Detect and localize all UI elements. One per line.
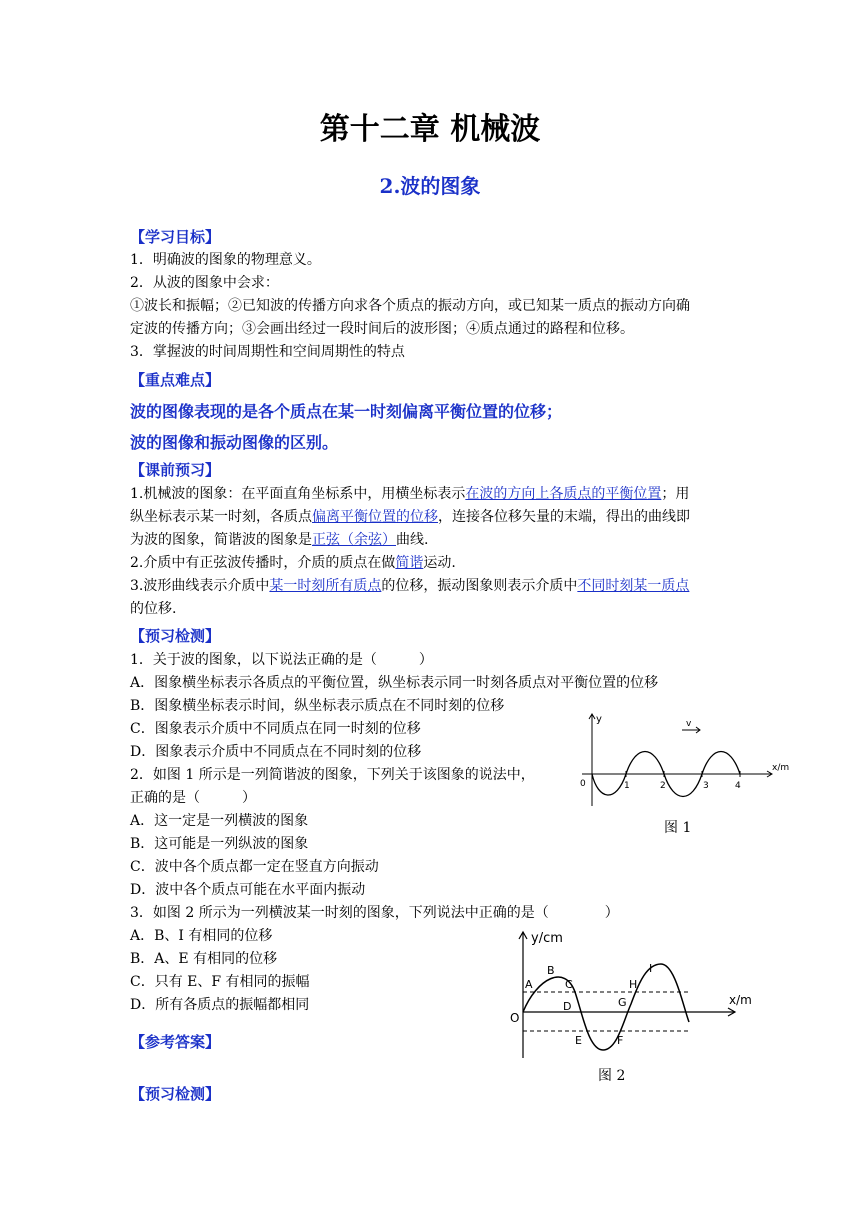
answer-blank: 在波的方向上各质点的平衡位置 xyxy=(465,486,662,502)
preview-line-3 xyxy=(130,530,428,550)
point-label: A xyxy=(525,978,533,991)
preview-line-4 xyxy=(130,553,456,573)
y-axis-label: y/cm xyxy=(531,931,563,946)
key-points-heading: 【重点难点】 xyxy=(130,371,221,389)
option: D．所有各质点的振幅都相同 xyxy=(130,997,310,1013)
point-label: C xyxy=(565,978,573,991)
chapter-title: 第十二章 机械波 xyxy=(319,112,541,147)
key-point-line: 波的图像和振动图像的区别。 xyxy=(130,433,339,452)
text: ，连接各位移矢量的末端，得出的曲线即 xyxy=(438,509,690,525)
y-axis-label: y xyxy=(596,714,602,725)
text: 的位移，振动图象则表示介质中 xyxy=(381,578,578,594)
option: B．这可能是一列纵波的图象 xyxy=(130,836,309,852)
objective-line: 2．从波的图象中会求： xyxy=(130,275,279,291)
figure-2-caption: 图 2 xyxy=(598,1068,626,1084)
question-2-cont: 正确的是（ ） xyxy=(130,790,256,806)
option: A．这一定是一列横波的图象 xyxy=(130,813,309,829)
option: D．波中各个质点可能在水平面内振动 xyxy=(130,882,366,898)
answer-blank: 不同时刻某一质点 xyxy=(577,578,690,594)
option: C．图象表示介质中不同质点在同一时刻的位移 xyxy=(130,721,421,737)
point-label: B xyxy=(547,964,555,977)
objective-line: 1．明确波的图象的物理意义。 xyxy=(130,252,321,268)
point-label: H xyxy=(629,978,638,991)
question-2: 2．如图 1 所示是一列简谐波的图象，下列关于该图象的说法中， xyxy=(130,767,535,783)
option: A．B、I 有相同的位移 xyxy=(130,928,273,944)
answer-blank: 正弦（余弦） xyxy=(312,532,396,548)
answers-subheading: 【预习检测】 xyxy=(130,1085,221,1103)
point-label: G xyxy=(618,996,627,1009)
option: C．波中各个质点都一定在竖直方向振动 xyxy=(130,859,379,875)
tick-label: 4 xyxy=(735,781,741,791)
tick-label: 1 xyxy=(624,781,630,791)
tick-label: 3 xyxy=(703,781,709,791)
tick-label: 2 xyxy=(660,781,666,791)
velocity-label: v xyxy=(686,719,692,729)
point-label: F xyxy=(617,1034,624,1047)
option: A．图象横坐标表示各质点的平衡位置，纵坐标表示同一时刻各质点对平衡位置的位移 xyxy=(130,675,659,691)
question-3: 3．如图 2 所示为一列横波某一时刻的图象，下列说法中正确的是（ ） xyxy=(130,905,619,921)
preview-line-1 xyxy=(130,484,689,504)
point-label: I xyxy=(649,962,653,975)
point-label: E xyxy=(575,1034,582,1047)
section-subtitle: 2.波的图象 xyxy=(379,174,481,198)
text: ；用 xyxy=(661,486,690,502)
preview-heading: 【课前预习】 xyxy=(130,461,221,479)
text: 2.介质中有正弦波传播时，介质的质点在做 xyxy=(130,555,396,571)
answer-blank: 简谐 xyxy=(395,555,424,571)
objective-line: 定波的传播方向；③会画出经过一段时间后的波形图；④质点通过的路程和位移。 xyxy=(130,321,634,337)
figure-1-caption: 图 1 xyxy=(664,820,692,836)
text: 曲线. xyxy=(396,532,429,548)
objective-line: 3．掌握波的时间周期性和空间周期性的特点 xyxy=(130,344,405,360)
x-axis-label: x/m xyxy=(729,993,752,1007)
figure-1-wave-graph xyxy=(572,710,794,810)
text: 1.机械波的图象：在平面直角坐标系中，用横坐标表示 xyxy=(130,486,466,502)
preview-line-2 xyxy=(130,507,690,527)
objectives-heading: 【学习目标】 xyxy=(130,228,221,246)
text: 3.波形曲线表示介质中 xyxy=(130,578,270,594)
question-1: 1．关于波的图象，以下说法正确的是（ ） xyxy=(130,652,433,668)
objective-line: ①波长和振幅；②已知波的传播方向求各个质点的振动方向，或已知某一质点的振动方向确 xyxy=(130,298,690,314)
point-label: D xyxy=(563,1000,572,1013)
option: C．只有 E、F 有相同的振幅 xyxy=(130,974,310,990)
answers-heading: 【参考答案】 xyxy=(130,1033,221,1051)
answer-blank: 偏离平衡位置的位移 xyxy=(312,509,438,525)
origin-label: O xyxy=(510,1011,520,1025)
text: 运动. xyxy=(423,555,456,571)
option: D．图象表示介质中不同质点在不同时刻的位移 xyxy=(130,744,422,760)
origin-label: 0 xyxy=(580,779,586,789)
text: 纵坐标表示某一时刻，各质点 xyxy=(130,509,312,525)
figure-2-wave-graph xyxy=(505,926,757,1062)
answer-blank: 某一时刻所有质点 xyxy=(269,578,382,594)
x-axis-label: x/m xyxy=(772,763,790,773)
option: B．图象横坐标表示时间，纵坐标表示质点在不同时刻的位移 xyxy=(130,698,505,714)
key-point-line: 波的图像表现的是各个质点在某一时刻偏离平衡位置的位移； xyxy=(130,402,563,421)
option: B．A、E 有相同的位移 xyxy=(130,951,278,967)
check-heading: 【预习检测】 xyxy=(130,627,221,645)
text: 为波的图象，简谐波的图象是 xyxy=(130,532,312,548)
preview-line-6: 的位移. xyxy=(130,601,177,617)
preview-line-5 xyxy=(130,576,689,596)
